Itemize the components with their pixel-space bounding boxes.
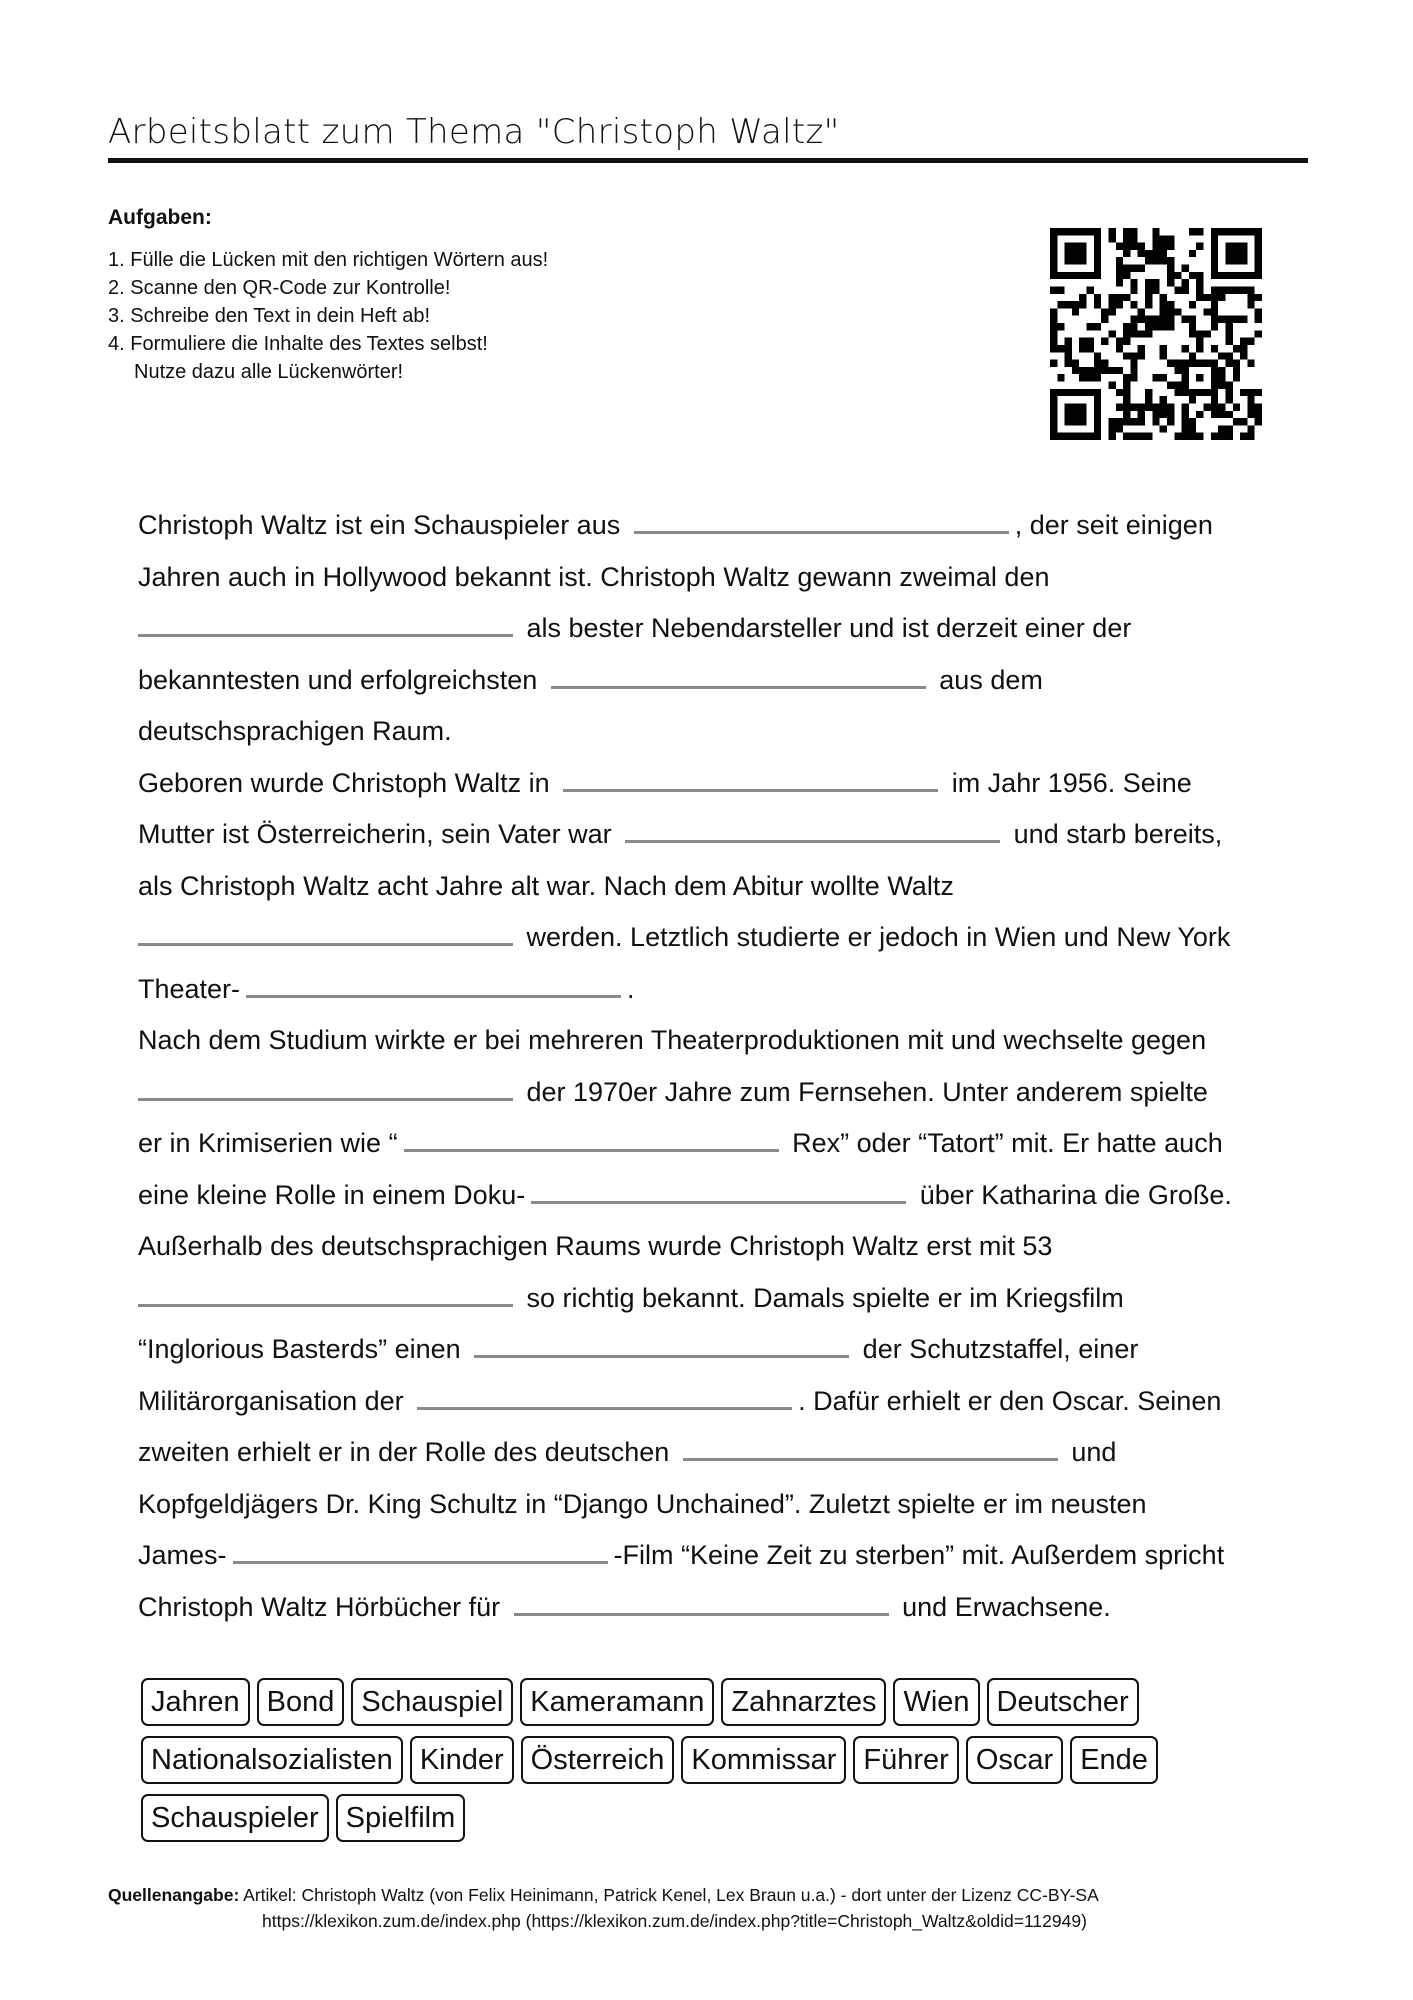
blank-gap[interactable]: [138, 1278, 513, 1307]
cloze-text-segment: Jahren auch in Hollywood bekannt ist. Christoph Waltz gewann zweimal den: [138, 561, 1050, 592]
source-attribution: [108, 1882, 1099, 1934]
word-chip[interactable]: Oscar: [966, 1736, 1063, 1784]
cloze-line: [138, 1118, 1298, 1170]
word-chip[interactable]: Bond: [257, 1678, 345, 1726]
blank-gap[interactable]: [634, 505, 1009, 534]
blank-gap[interactable]: [138, 608, 513, 637]
word-chip[interactable]: Wien: [893, 1678, 979, 1726]
cloze-text-segment: als bester Nebendarsteller und ist derzeit einer der: [519, 613, 1132, 643]
cloze-text-segment: , der seit einigen: [1014, 510, 1213, 540]
blank-gap[interactable]: [233, 1535, 608, 1564]
word-chip[interactable]: Kinder: [410, 1736, 514, 1784]
cloze-line: [138, 1427, 1298, 1479]
cloze-text-segment: Geboren wurde Christoph Waltz in: [138, 767, 558, 798]
cloze-line: [138, 1067, 1298, 1119]
task-item: 1. Fülle die Lücken mit den richtigen Wörtern aus!: [108, 249, 549, 271]
blank-gap[interactable]: [138, 917, 513, 946]
word-chip[interactable]: Kameramann: [520, 1678, 714, 1726]
word-bank-row: [141, 1736, 1291, 1794]
blank-gap[interactable]: [625, 814, 1000, 843]
cloze-line: [138, 1015, 1298, 1067]
word-bank-row: [141, 1678, 1291, 1736]
cloze-text: [138, 500, 1298, 1633]
cloze-text-segment: -Film “Keine Zeit zu sterben” mit. Außerdem spricht: [613, 1540, 1225, 1570]
source-url: https://klexikon.zum.de/index.php (https://klexikon.zum.de/index.php?title=Christoph_Waltz&oldid=112949): [262, 1911, 1087, 1931]
cloze-text-segment: über Katharina die Große.: [912, 1179, 1232, 1210]
cloze-text-segment: Christoph Waltz ist ein Schauspieler aus: [138, 510, 628, 540]
source-text: Artikel: Christoph Waltz (von Felix Heinimann, Patrick Kenel, Lex Braun u.a.) - dort unter der Lizenz CC-BY-SA: [239, 1885, 1099, 1905]
word-chip[interactable]: Führer: [853, 1736, 958, 1784]
cloze-text-segment: zweiten erhielt er in der Rolle des deutschen: [138, 1437, 677, 1467]
cloze-text-segment: er in Krimiserien wie “: [138, 1128, 398, 1158]
cloze-line: [138, 655, 1298, 707]
cloze-line: [138, 706, 1298, 758]
tasks-heading: Aufgaben:: [108, 206, 212, 229]
cloze-line: [138, 758, 1298, 810]
word-chip[interactable]: Schauspieler: [141, 1794, 329, 1842]
cloze-line: [138, 964, 1298, 1016]
cloze-text-segment: Mutter ist Österreicherin, sein Vater war: [138, 819, 620, 849]
cloze-text-segment: Außerhalb des deutschsprachigen Raums wurde Christoph Waltz erst mit 53: [138, 1231, 1053, 1261]
blank-gap[interactable]: [404, 1123, 779, 1152]
blank-gap[interactable]: [551, 660, 926, 689]
title-underline: [108, 158, 1308, 163]
cloze-text-segment: . Dafür erhielt er den Oscar. Seinen: [798, 1385, 1222, 1416]
blank-gap[interactable]: [531, 1175, 906, 1204]
blank-gap[interactable]: [474, 1329, 849, 1358]
cloze-line: [138, 1582, 1298, 1634]
task-list: [108, 246, 548, 386]
cloze-line: [138, 809, 1298, 861]
task-item: Nutze dazu alle Lückenwörter!: [134, 361, 404, 383]
blank-gap[interactable]: [563, 763, 938, 792]
word-chip[interactable]: Jahren: [141, 1678, 250, 1726]
cloze-text-segment: und Erwachsene.: [894, 1591, 1111, 1622]
cloze-text-segment: Rex” oder “Tatort” mit. Er hatte auch: [784, 1128, 1223, 1158]
cloze-text-segment: James-: [138, 1540, 227, 1570]
word-chip[interactable]: Ende: [1070, 1736, 1158, 1784]
word-chip[interactable]: Schauspiel: [351, 1678, 513, 1726]
cloze-text-segment: als Christoph Waltz acht Jahre alt war. Nach dem Abitur wollte Waltz: [138, 870, 954, 901]
cloze-line: [138, 1376, 1298, 1428]
word-chip[interactable]: Österreich: [521, 1736, 675, 1784]
cloze-text-segment: Militärorganisation der: [138, 1385, 412, 1416]
cloze-text-segment: bekanntesten und erfolgreichsten: [138, 664, 545, 695]
task-item: 2. Scanne den QR-Code zur Kontrolle!: [108, 277, 451, 299]
task-item: 4. Formuliere die Inhalte des Textes selbst!: [108, 333, 488, 355]
cloze-line: [138, 1324, 1298, 1376]
cloze-text-segment: im Jahr 1956. Seine: [944, 767, 1192, 798]
cloze-text-segment: Theater-: [138, 973, 241, 1004]
cloze-text-segment: “Inglorious Basterds” einen: [138, 1334, 469, 1364]
task-item: 3. Schreibe den Text in dein Heft ab!: [108, 305, 431, 327]
cloze-text-segment: Nach dem Studium wirkte er bei mehreren Theaterproduktionen mit und wechselte gegen: [138, 1025, 1207, 1055]
word-chip[interactable]: Nationalsozialisten: [141, 1736, 403, 1784]
cloze-line: [138, 1530, 1298, 1582]
word-chip[interactable]: Deutscher: [987, 1678, 1139, 1726]
cloze-line: [138, 1479, 1298, 1531]
blank-gap[interactable]: [683, 1432, 1058, 1461]
cloze-text-segment: werden. Letztlich studierte er jedoch in Wien und New York: [519, 922, 1231, 952]
cloze-text-segment: Kopfgeldjägers Dr. King Schultz in “Django Unchained”. Zuletzt spielte er im neusten: [138, 1488, 1147, 1519]
cloze-line: [138, 1170, 1298, 1222]
cloze-text-segment: so richtig bekannt. Damals spielte er im Kriegsfilm: [519, 1282, 1124, 1313]
blank-gap[interactable]: [138, 1072, 513, 1101]
cloze-text-segment: der Schutzstaffel, einer: [855, 1334, 1139, 1364]
cloze-text-segment: aus dem: [931, 664, 1043, 695]
cloze-line: [138, 912, 1298, 964]
word-bank-row: [141, 1794, 1291, 1852]
cloze-text-segment: eine kleine Rolle in einem Doku-: [138, 1179, 526, 1210]
cloze-line: [138, 552, 1298, 604]
cloze-text-segment: und: [1063, 1437, 1117, 1467]
qr-code-icon[interactable]: [1050, 228, 1262, 440]
blank-gap[interactable]: [246, 969, 621, 998]
cloze-line: [138, 1221, 1298, 1273]
cloze-text-segment: Christoph Waltz Hörbücher für: [138, 1591, 508, 1622]
word-chip[interactable]: Zahnarztes: [721, 1678, 886, 1726]
word-chip[interactable]: Kommissar: [681, 1736, 846, 1784]
cloze-text-segment: .: [627, 973, 635, 1004]
word-bank: [141, 1678, 1291, 1852]
cloze-text-segment: der 1970er Jahre zum Fernsehen. Unter anderem spielte: [519, 1076, 1208, 1107]
cloze-line: [138, 603, 1298, 655]
cloze-text-segment: deutschsprachigen Raum.: [138, 716, 452, 746]
word-chip[interactable]: Spielfilm: [336, 1794, 466, 1842]
blank-gap[interactable]: [514, 1587, 889, 1616]
blank-gap[interactable]: [417, 1381, 792, 1410]
cloze-line: [138, 861, 1298, 913]
cloze-line: [138, 1273, 1298, 1325]
cloze-line: [138, 500, 1298, 552]
source-label: Quellenangabe:: [108, 1885, 240, 1905]
cloze-text-segment: und starb bereits,: [1006, 819, 1223, 849]
page-title: Arbeitsblatt zum Thema "Christoph Waltz": [108, 112, 840, 152]
